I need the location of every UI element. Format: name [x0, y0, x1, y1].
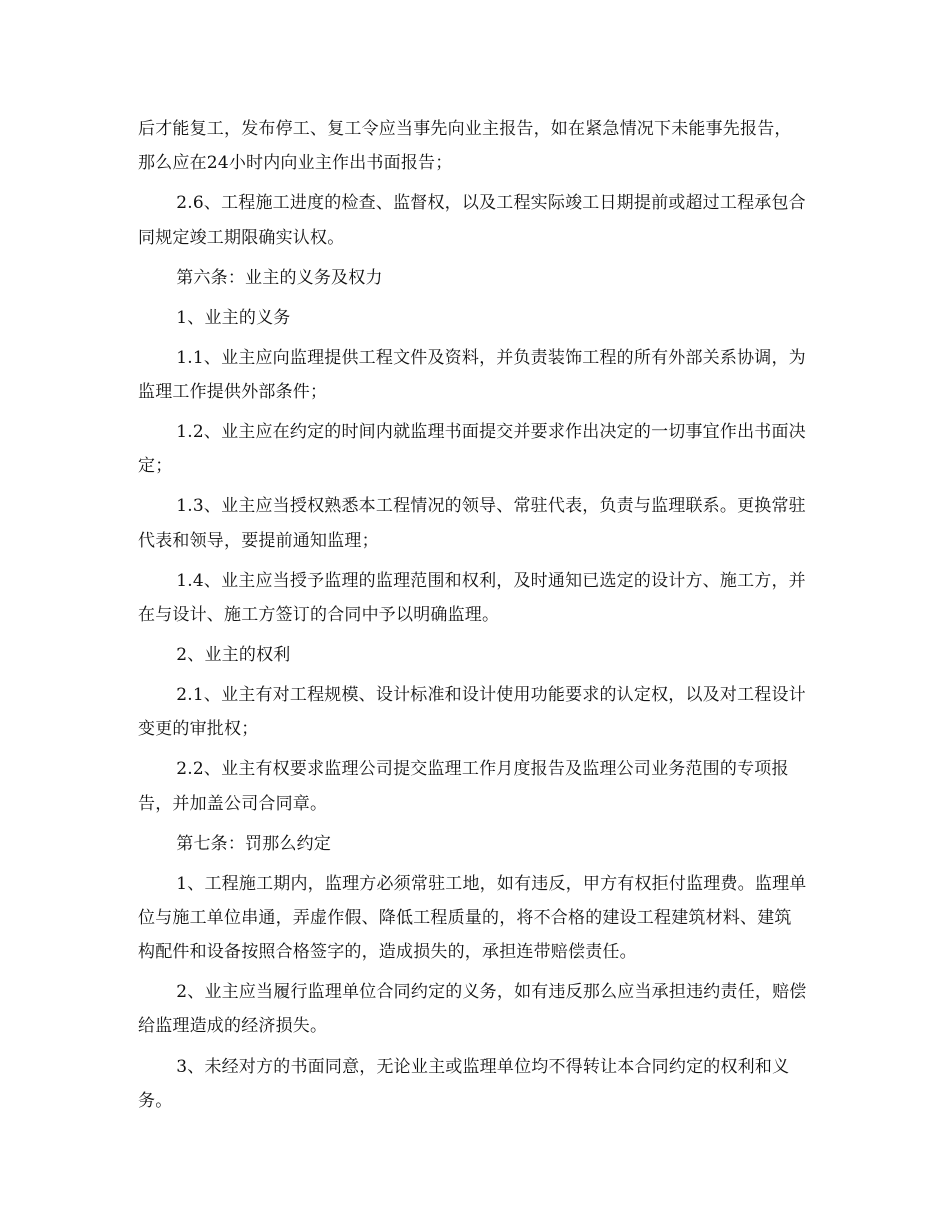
document-body: [138, 112, 808, 1124]
paragraph-1-1: 1.1、业主应向监理提供工程文件及资料，并负责装饰工程的所有外部关系协调，为监理工作提供外部条件；: [138, 347, 806, 402]
penalty-clause-1: 1、工程施工期内，监理方必须常驻工地，如有违反，甲方有权拒付监理费。监理单位与施工单位串通，弄虚作假、降低工程质量的，将不合格的建设工程建筑材料、建筑构配件和设备按照合格签字的，造成损失的，承担连带赔偿责任。: [138, 873, 807, 963]
paragraph-1-4: 1.4、业主应当授予监理的监理范围和权利，及时通知已选定的设计方、施工方，并在与设计、施工方签订的合同中予以明确监理。: [138, 570, 806, 625]
penalty-clause-3: 3、未经对方的书面同意，无论业主或监理单位均不得转让本合同约定的权利和义务。: [138, 1056, 790, 1111]
paragraph-1-3: 1.3、业主应当授权熟悉本工程情况的领导、常驻代表，负责与监理联系。更换常驻代表和领导，要提前通知监理；: [138, 496, 806, 551]
paragraph-continuation: 后才能复工，发布停工、复工令应当事先向业主报告，如在紧急情况下未能事先报告，那么应在24小时内向业主作出书面报告；: [138, 119, 792, 174]
paragraph-2-1: 2.1、业主有对工程规模、设计标准和设计使用功能要求的认定权，以及对工程设计变更的审批权；: [138, 685, 806, 740]
paragraph-2-6: 2.6、工程施工进度的检查、监督权，以及工程实际竣工日期提前或超过工程承包合同规定竣工期限确实认权。: [138, 193, 806, 248]
paragraph-1-2: 1.2、业主应在约定的时间内就监理书面提交并要求作出决定的一切事宜作出书面决定；: [138, 422, 806, 477]
penalty-clause-2: 2、业主应当履行监理单位合同约定的义务，如有违反那么应当承担违约责任，赔偿给监理造成的经济损失。: [138, 982, 807, 1037]
subheading-owner-rights: 2、业主的权利: [176, 644, 291, 665]
section-heading-article-7: 第七条：罚那么约定: [176, 833, 332, 854]
section-heading-article-6: 第六条：业主的义务及权力: [176, 267, 383, 288]
subheading-owner-obligations: 1、业主的义务: [176, 307, 291, 328]
paragraph-2-2: 2.2、业主有权要求监理公司提交监理工作月度报告及监理公司业务范围的专项报告，并加盖公司合同章。: [138, 759, 789, 814]
